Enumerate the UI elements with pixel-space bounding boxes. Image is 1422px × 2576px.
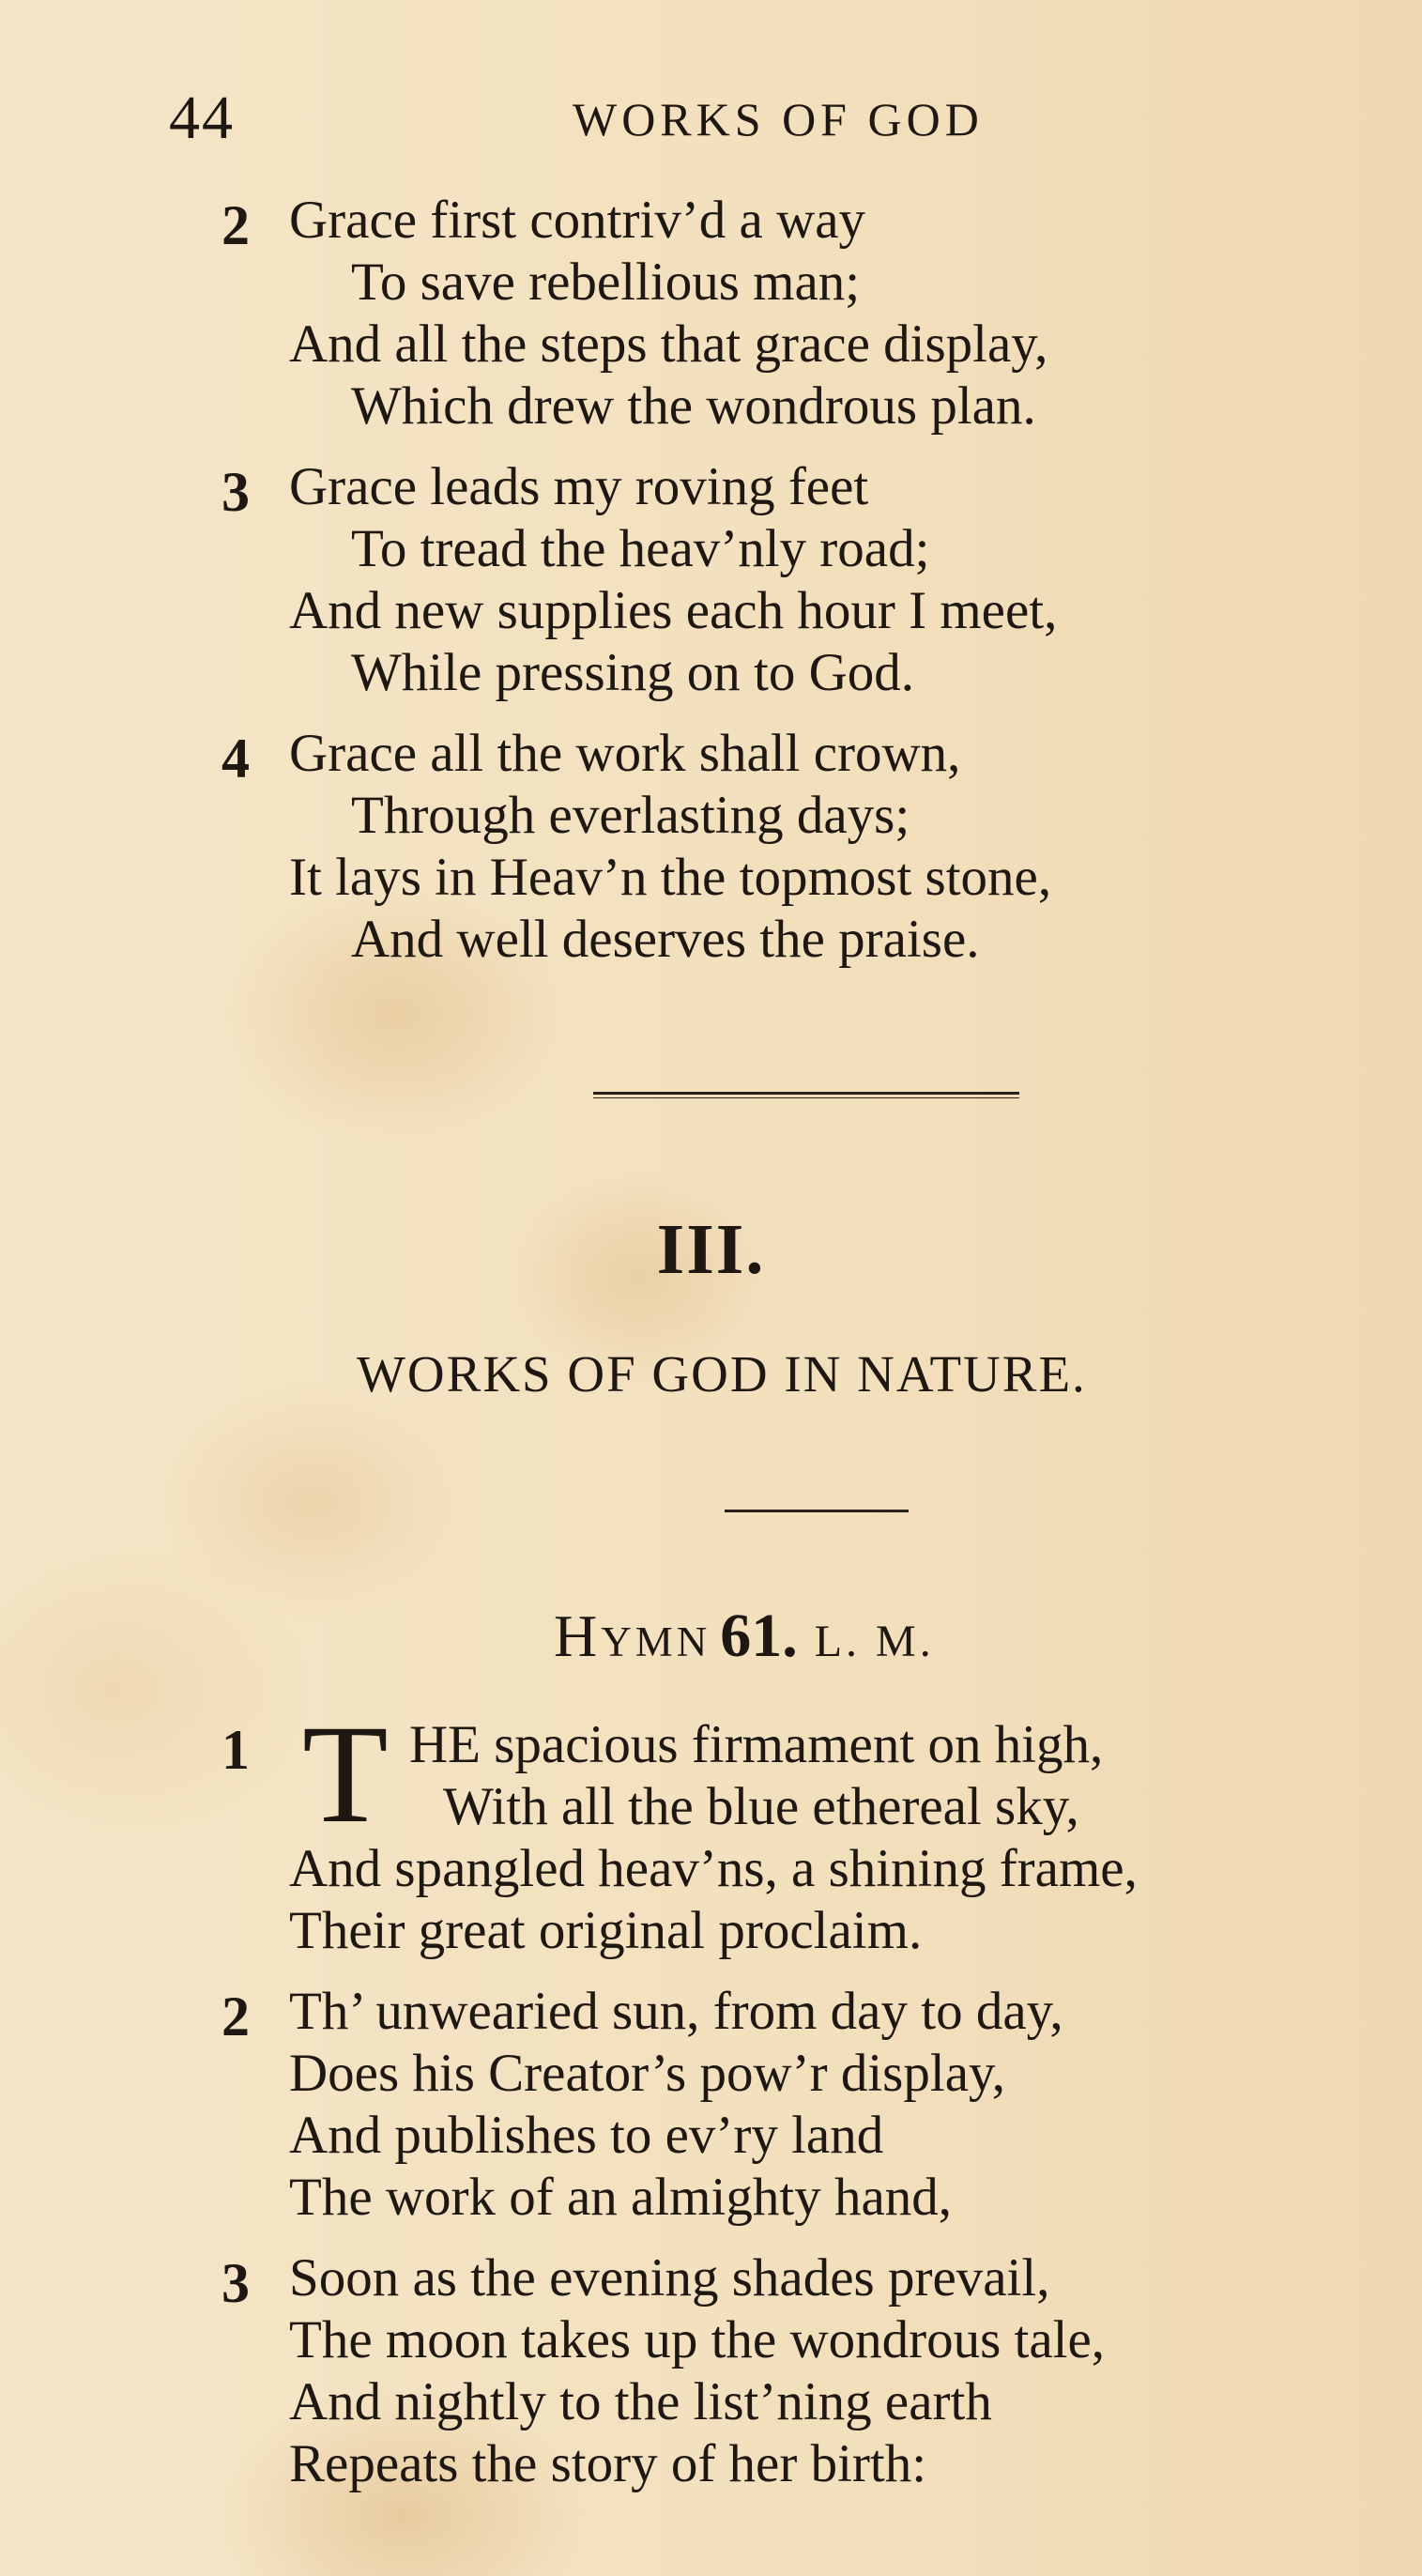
section-title: WORKS OF GOD IN NATURE. [357, 1345, 1087, 1403]
verse-line: And spangled heav’ns, a shining frame, [289, 1839, 1138, 1898]
verse-line: Grace leads my roving feet [289, 457, 869, 516]
section-divider-rule [725, 1510, 909, 1512]
verse-line: The moon takes up the wondrous tale, [289, 2310, 1106, 2369]
verse-line: Grace first contriv’d a way [289, 191, 866, 250]
verse-line: Their great original proclaim. [289, 1901, 923, 1960]
verse-line: And nightly to the list’ning earth [289, 2372, 992, 2431]
drop-cap-letter: T [302, 1696, 389, 1852]
verse-line: And publishes to ev’ry land [289, 2106, 884, 2165]
stanza-number: 2 [222, 1986, 250, 2047]
stanza-number: 3 [222, 461, 250, 523]
page-header [169, 83, 1239, 158]
stanza-number: 4 [222, 728, 250, 790]
hymn-heading [554, 1601, 935, 1672]
stanza-number: 3 [222, 2252, 250, 2314]
hymn-heading-word: Hymn [554, 1602, 711, 1669]
stanza-number: 1 [222, 1719, 250, 1781]
section-numeral: III. [656, 1210, 766, 1289]
verse-line: Th’ unwearied sun, from day to day, [289, 1982, 1063, 2041]
verse-line: To tread the heav’nly road; [351, 519, 930, 578]
verse-line: With all the blue ethereal sky, [443, 1777, 1079, 1836]
verse-line: And new supplies each hour I meet, [289, 581, 1058, 640]
verse-line: Repeats the story of her birth: [289, 2434, 927, 2493]
verse-line: The work of an almighty hand, [289, 2168, 952, 2227]
verse-line: And well deserves the praise. [351, 910, 980, 969]
verse-line: While pressing on to God. [351, 643, 915, 702]
hymn-number: 61. [720, 1602, 798, 1670]
verse-line: Which drew the wondrous plan. [351, 376, 1036, 436]
verse-line: Soon as the evening shades prevail, [289, 2248, 1050, 2308]
verse-line: It lays in Heav’n the topmost stone, [289, 848, 1052, 907]
verse-line: Does his Creator’s pow’r display, [289, 2044, 1006, 2103]
verse-line: Through everlasting days; [351, 786, 910, 845]
section-divider-double-rule [593, 1092, 1019, 1095]
verse-line: HE spacious firmament on high, [409, 1715, 1104, 1774]
verse-line: And all the steps that grace display, [289, 314, 1048, 374]
running-head: WORKS OF GOD [573, 93, 984, 146]
verse-line: Grace all the work shall crown, [289, 724, 961, 783]
hymn-meter: L. M. [814, 1617, 935, 1666]
page-number: 44 [169, 84, 235, 152]
stanza-number: 2 [222, 194, 250, 256]
verse-line: To save rebellious man; [351, 253, 861, 312]
